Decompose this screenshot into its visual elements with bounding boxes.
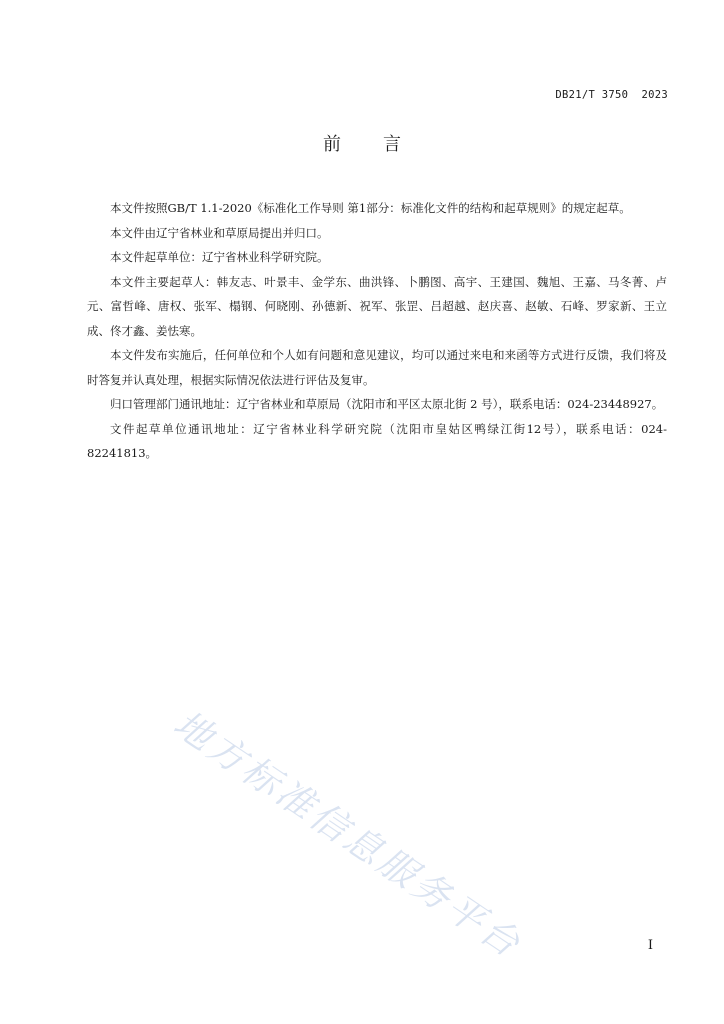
- paragraph-drafting-rules: 本文件按照GB/T 1.1-2020《标准化工作导则 第1部分：标准化文件的结构和起草规则》的规定起草。: [110, 201, 631, 215]
- paragraph-drafters: 本文件主要起草人：韩友志、叶景丰、金学东、曲洪锋、卜鹏图、高宇、王建国、魏旭、王嘉、马冬菁、卢元、富哲峰、唐权、张军、榻钢、何晓刚、孙德新、祝军、张罡、吕超越、赵庆喜、赵敏、石峰、罗家新、王立成、佟才鑫、姜怯寒。: [87, 274, 667, 338]
- page-number: I: [647, 938, 653, 953]
- paragraph-proposer: 本文件由辽宁省林业和草原局提出并归口。: [110, 225, 329, 240]
- paragraph-admin-address: 归口管理部门通讯地址：辽宁省林业和草原局（沈阳市和平区太原北街 2 号），联系电话：024-23448927。: [110, 397, 664, 411]
- standard-code: DB21/T 3750 2023: [555, 89, 668, 101]
- paragraph-feedback: 本文件发布实施后，任何单位和个人如有问题和意见建议，均可以通过来电和来函等方式进行反馈，我们将及时答复并认真处理，根据实际情况依法进行评估及复审。: [87, 348, 667, 387]
- watermark: 地方标准信息服务平台: [166, 702, 530, 967]
- foreword-body: [87, 196, 667, 466]
- paragraph-drafter-address: 文件起草单位通讯地址：辽宁省林业科学研究院（沈阳市皇姑区鸭绿江街12号），联系电话：024-82241813。: [87, 421, 667, 460]
- page-title: 前言: [323, 134, 443, 155]
- paragraph-drafting-unit: 本文件起草单位：辽宁省林业科学研究院。: [110, 250, 329, 264]
